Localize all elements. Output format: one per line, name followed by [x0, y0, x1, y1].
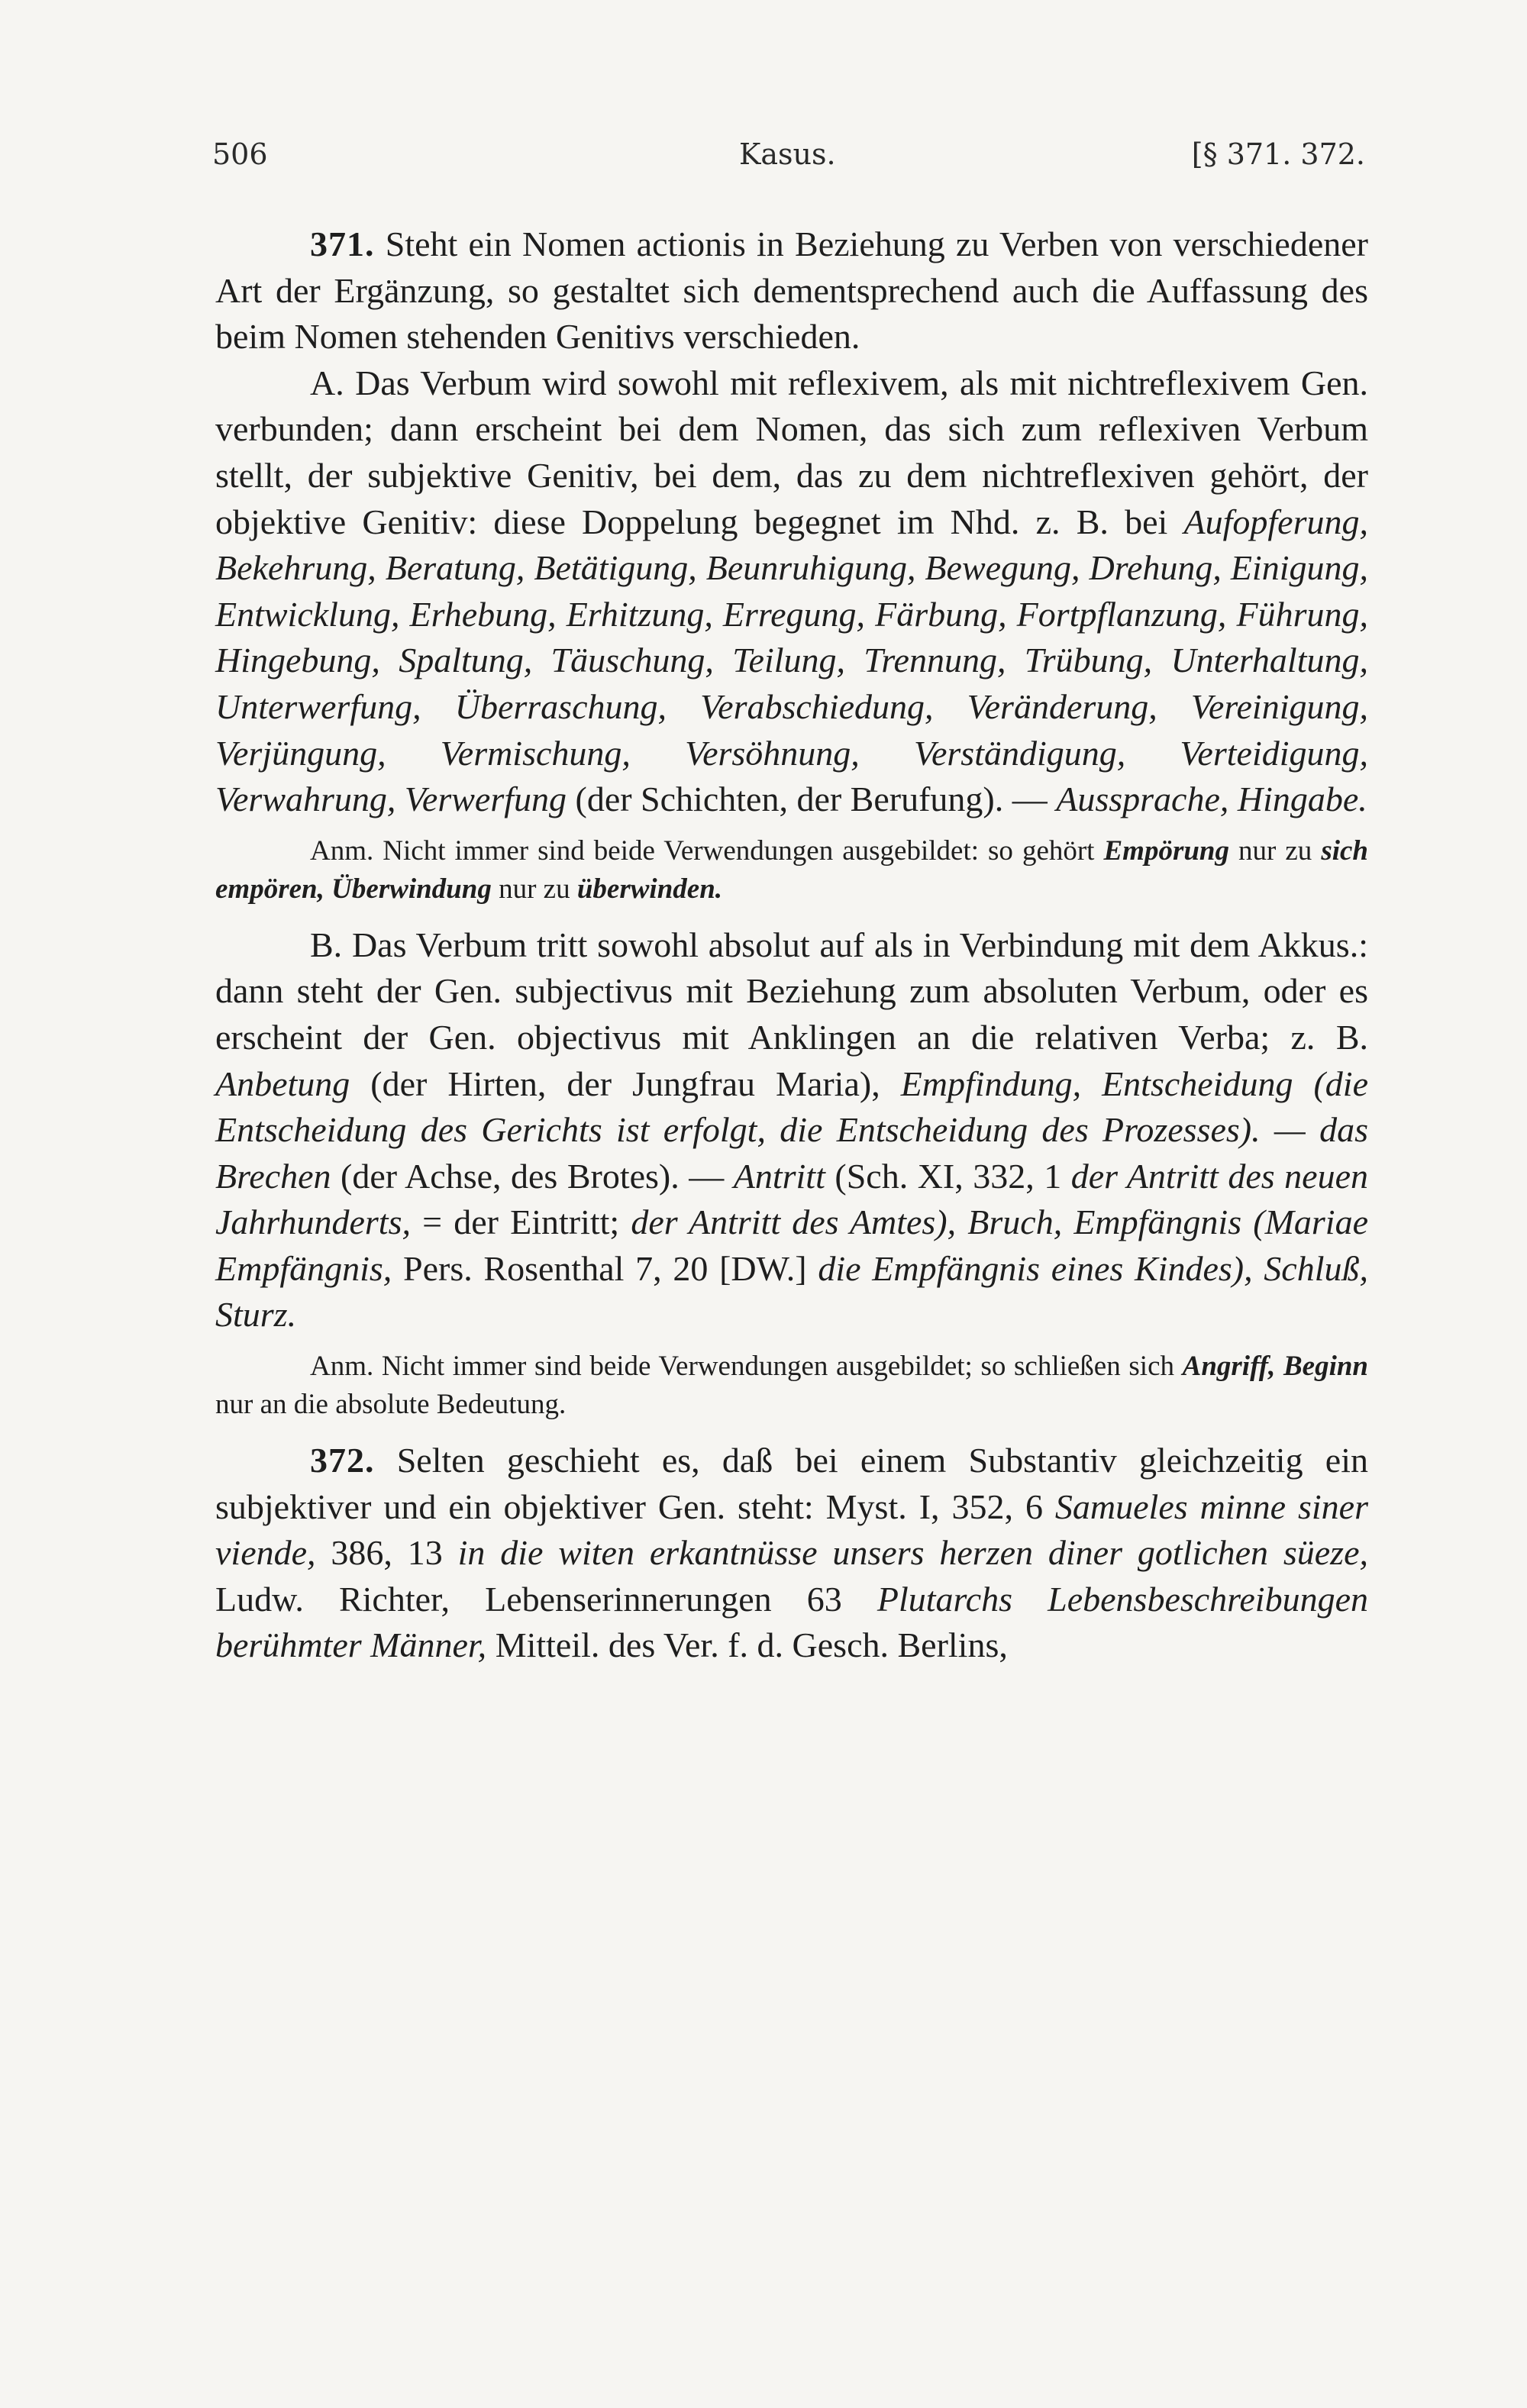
annotation-2-words: Angriff, Beginn [1182, 1351, 1369, 1383]
body-text [215, 221, 1368, 1669]
annotation-2-suffix: nur an die absolute Bedeutung. [215, 1389, 567, 1421]
paragraph-b-italic-4: der Antritt des neuen Jahrhunderts, [215, 1156, 1368, 1242]
running-header [212, 137, 1365, 176]
annotation-1-mid-1: nur zu [1229, 834, 1322, 867]
section-372 [215, 1438, 1368, 1669]
paragraph-b-text-6: Pers. Rosenthal 7, 20 [DW.] [392, 1248, 818, 1288]
annotation-1-mid-2: nur zu [491, 873, 577, 905]
section-371-text: Steht ein Nomen actionis in Beziehung zu Verben von verschiedener Art der Ergänzung, so gestaltet sich dementsprechend auch die Auffassung des beim Nomen stehenden Genitivs verschieden. [215, 224, 1368, 357]
section-372-text-3: Ludw. Richter, Lebenserinnerungen 63 [215, 1579, 877, 1619]
annotation-1-word-3: überwinden. [576, 873, 723, 905]
paragraph-b-text-5: = der Eintritt; [411, 1202, 631, 1242]
page-number: 506 [212, 137, 268, 171]
annotation-1-prefix: Anm. Nicht immer sind beide Verwendungen ausgebildet: so gehört [310, 834, 1104, 867]
annotation-1 [215, 832, 1368, 909]
section-number-372: 372. [310, 1441, 375, 1480]
paragraph-a-text: A. Das Verbum wird sowohl mit reflexivem, als mit nichtreflexivem Gen. verbunden; dann erscheint bei dem Nomen, das sich zum reflexiven Verbum stellt, der subjektive Genitiv, bei dem, das zu dem nichtreflexiven gehört, der objektive Genitiv: diese Doppelung begegnet im Nhd. z. B. bei [215, 363, 1368, 541]
annotation-1-word-1: Empörung [1103, 834, 1229, 867]
annotation-2 [215, 1348, 1368, 1424]
paragraph-a-tail-examples: Aussprache, Hingabe. [1056, 780, 1367, 819]
section-372-text-1: Selten geschieht es, daß bei einem Substantiv gleichzeitig ein subjektiver und ein objektiver Gen. steht: Myst. I, 352, 6 [215, 1441, 1368, 1526]
section-372-text-2: 386, 13 [315, 1533, 458, 1573]
section-372-italic-1: Samueles minne siner viende, [215, 1486, 1368, 1573]
paragraph-b [215, 922, 1368, 1338]
paragraph-b-italic-1: Anbetung [215, 1064, 350, 1103]
paragraph-b-text-2: (der Hirten, der Jungfrau Maria), [350, 1064, 901, 1103]
paragraph-a-tail: (der Schichten, der Berufung). — [567, 780, 1057, 819]
paragraph-b-italic-6: die Empfängnis eines Kindes), Schluß, Sturz. [215, 1248, 1369, 1335]
annotation-1-word-2: sich empören, Überwindung [215, 834, 1368, 905]
section-372-italic-3: Plutarchs Lebensbeschreibungen berühmter Männer, [215, 1579, 1368, 1665]
paragraph-a [215, 360, 1368, 823]
section-number-371: 371. [310, 224, 375, 263]
paragraph-b-italic-5: der Antritt des Amtes), Bruch, Empfängnis (Mariae Empfängnis, [215, 1202, 1368, 1288]
paragraph-b-text-4: (Sch. XI, 332, 1 [825, 1156, 1071, 1196]
section-372-italic-2: in die witen erkantnüsse unsers herzen diner gotlichen süeze, [457, 1533, 1369, 1573]
paragraph-a-examples: Aufopferung, Bekehrung, Beratung, Betätigung, Beunruhigung, Bewegung, Drehung, Einigung, Entwicklung, Erhebung, Erhitzung, Erregung, Färbung, Fortpflanzung, Führung, Hingebung, Spaltung, Täuschung, Teilung, Trennung, Trübung, Unterhaltung, Unterwerfung, Überraschung, Verabschiedung, Veränderung, Vereinigung, Verjüngung, Vermischung, Versöhnung, Verständigung, Verteidigung, Verwahrung, Verwerfung [215, 502, 1368, 819]
section-reference: [§ 371. 372. [1191, 137, 1365, 171]
paragraph-b-italic-3: Antritt [733, 1156, 825, 1196]
paragraph-b-text-3: (der Achse, des Brotes). — [331, 1156, 734, 1196]
section-372-text-4: Mitteil. des Ver. f. d. Gesch. Berlins, [486, 1625, 1008, 1665]
paragraph-b-text-1: B. Das Verbum tritt sowohl absolut auf als in Verbindung mit dem Akkus.: dann steht der Gen. subjectivus mit Beziehung zum absoluten Verbum, oder es erscheint der Gen. objectivus mit Anklingen an die relativen Verba; z. B. [215, 925, 1368, 1057]
running-title: Kasus. [739, 137, 836, 171]
paragraph-b-italic-2: Empfindung, Entscheidung (die Entscheidung des Gerichts ist erfolgt, die Entscheidung des Prozesses). — das Brechen [215, 1064, 1368, 1196]
annotation-2-prefix: Anm. Nicht immer sind beide Verwendungen ausgebildet; so schließen sich [310, 1351, 1183, 1383]
section-371 [215, 221, 1368, 360]
